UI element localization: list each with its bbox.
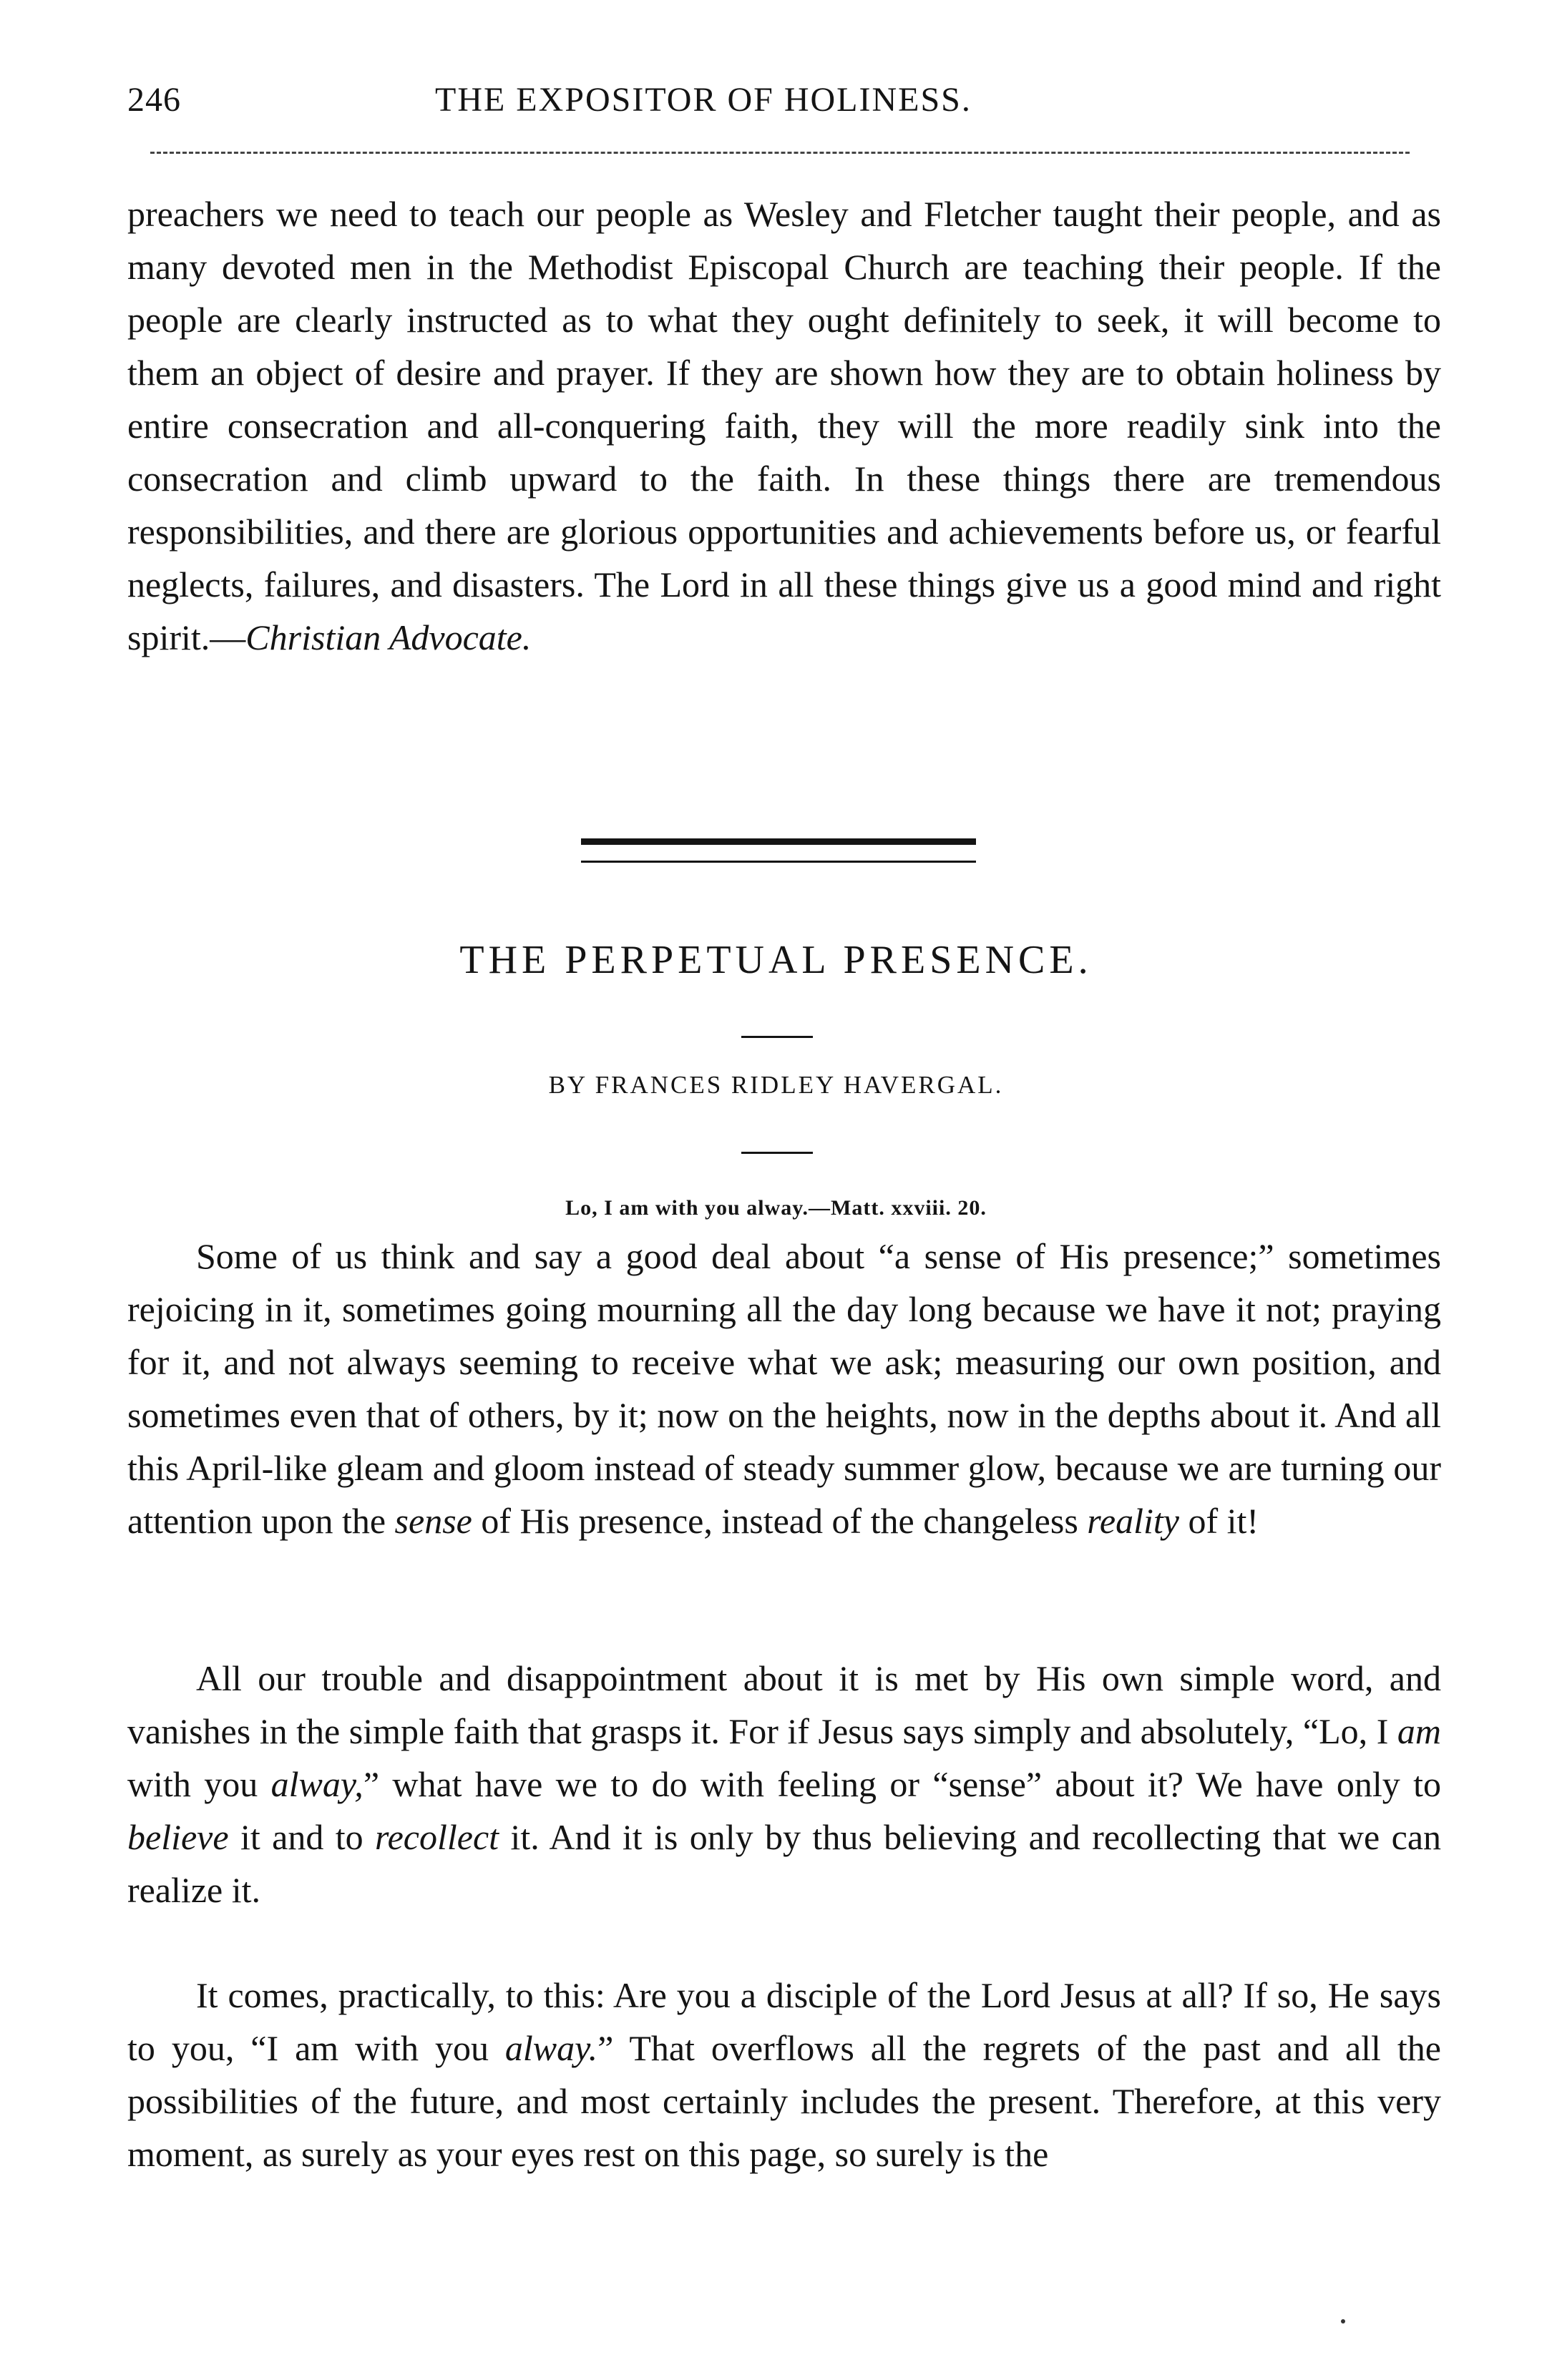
section-divider-thick [581,838,976,845]
header-rule [150,152,1410,154]
body-paragraph-3 [127,1969,1441,2180]
byline-rule [741,1152,813,1154]
page-number: 246 [127,81,181,119]
p2-text-d: it and to [228,1817,375,1857]
prior-article-source: Christian Advocate. [245,617,532,657]
section-divider-thin [581,861,976,863]
print-speck [1341,2319,1345,2323]
p2-emphasis-am: am [1397,1711,1441,1751]
byline: BY FRANCES RIDLEY HAVERGAL. [548,1071,1004,1099]
prior-article-paragraph [127,187,1441,664]
running-title: THE EXPOSITOR OF HOLINESS. [435,81,972,119]
p2-emphasis-believe: believe [127,1817,229,1857]
article-title: THE PERPETUAL PRESENCE. [459,938,1093,982]
p2-text-a: All our trouble and disappointment about it is met by His own simple word, and vanishes in the simple faith that grasps it. For if Jesus says simply and absolutely, “Lo, I [127,1658,1441,1751]
prior-article-text: preachers we need to teach our people as Wesley and Fletcher taught their people, and as many devoted men in the Methodist Episcopal Church are teaching their people. If the people are clearly instructed as to what they ought definitely to seek, it will become to them an object of desire and prayer. If they are shown how they are to obtain holiness by entire consecration and all-conquering faith, they will the more readily sink into the consecration and climb upward to the faith. In these things there are tremendous responsibilities, and there are glorious opportunities and achievements before us, or fearful neglects, failures, and disasters. The Lord in all these things give us a good mind and right spirit.— [127,194,1441,657]
body-paragraph-2 [127,1652,1441,1916]
p1-text-a: Some of us think and say a good deal about “a sense of His presence;” sometimes rejoicing in it, sometimes going mourning all the day long because we have it not; praying for it, and not always seeming to receive what we ask; measuring our own position, and sometimes even that of others, by it; now on the heights, now in the depths about it. And all this April-like gleam and gloom instead of steady summer glow, because we are turning our attention upon the [127,1236,1441,1541]
p3-text-b: ” That overflows all the regrets of the past and all the possibilities of the future, and most certainly includes the present. Therefore, at this very moment, as surely as your eyes rest on this page, so surely is the [127,2028,1441,2174]
p3-text-a: It comes, practically, to this: Are you a disciple of the Lord Jesus at all? If so, He says to you, “I am with you [127,1975,1441,2068]
p2-text-b: with you [127,1764,271,1804]
title-rule [741,1036,813,1038]
epigraph: Lo, I am with you alway.—Matt. xxviii. 20. [565,1196,987,1220]
p2-text-c: ” what have we to do with feeling or “sense” about it? We have only to [363,1764,1441,1804]
p3-emphasis-alway: alway. [504,2028,598,2068]
p1-emphasis-reality: reality [1087,1501,1179,1541]
p2-emphasis-alway: alway, [270,1764,363,1804]
p2-text-e: it. And it is only by thus believing and recollecting that we can realize it. [127,1817,1442,1910]
p1-text-c: of it! [1178,1501,1259,1541]
body-paragraph-1 [127,1230,1441,1547]
p2-emphasis-recollect: recollect [375,1817,499,1857]
running-header [127,80,1422,137]
p1-text-b: of His presence, instead of the changeless [472,1501,1088,1541]
p1-emphasis-sense: sense [394,1501,472,1541]
